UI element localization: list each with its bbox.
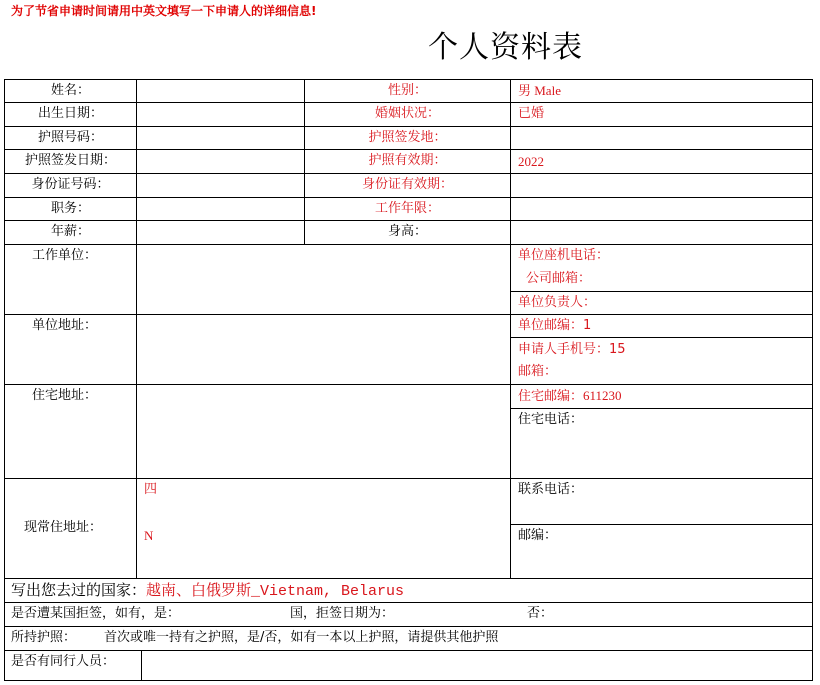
row-divider: [4, 149, 813, 150]
table-border-left: [4, 79, 5, 681]
label-position: 职务：: [50, 201, 90, 216]
label-office-phone: 单位座机电话：: [518, 248, 610, 263]
table-border-top: [4, 79, 813, 80]
label-passport-issue-place: 护照签发地：: [368, 130, 447, 145]
text-passport-held: 首次或唯一持有之护照，是/否，如有一本以上护照，请提供其他护照: [104, 630, 499, 645]
value-gender[interactable]: 男 Male: [518, 83, 561, 98]
col-divider: [510, 79, 511, 579]
label-id-number: 身份证号码：: [31, 177, 110, 192]
input-companions[interactable]: [142, 651, 812, 680]
value-home-postcode: 611230: [583, 388, 622, 403]
value-current-address-line1: 四: [144, 481, 158, 496]
table-border-bottom: [4, 680, 813, 681]
input-home-address[interactable]: [137, 385, 510, 478]
label-passport-issue-date: 护照签发日期：: [24, 153, 116, 168]
page-title: 个人资料表: [428, 30, 583, 65]
label-email: 邮箱：: [518, 364, 558, 379]
input-passport-issue-place[interactable]: [511, 127, 812, 149]
input-name[interactable]: [137, 80, 304, 102]
value-work-postcode: 1: [583, 318, 592, 333]
table-border-right: [812, 79, 813, 681]
label-companions: 是否有同行人员：: [11, 654, 116, 669]
label-work-address: 单位地址：: [32, 318, 98, 333]
label-company-manager: 单位负责人：: [518, 295, 597, 310]
input-current-address[interactable]: [137, 479, 510, 578]
label-marital-status: 婚姻状况：: [374, 106, 440, 121]
subrow-divider: [510, 524, 813, 525]
label-passport-held: 所持护照：: [11, 630, 77, 645]
label-visa-refusal: 是否遭某国拒签，如有，是：: [11, 606, 181, 621]
label-company-email: 公司邮箱：: [526, 271, 592, 286]
input-annual-salary[interactable]: [137, 221, 304, 244]
input-id-expiry[interactable]: [511, 174, 812, 197]
label-refusal-no: 否：: [527, 606, 554, 621]
label-postcode: 邮编：: [518, 528, 558, 543]
input-birth-date[interactable]: [137, 103, 304, 126]
subrow-divider: [510, 291, 813, 292]
label-work-years: 工作年限：: [374, 201, 440, 216]
work-postcode-field[interactable]: [518, 318, 591, 334]
label-birth-date: 出生日期：: [37, 106, 103, 121]
label-home-postcode: 住宅邮编：: [518, 389, 584, 404]
input-position[interactable]: [137, 198, 304, 220]
label-annual-salary: 年薪：: [50, 224, 90, 239]
label-current-address: 现常住地址：: [24, 520, 103, 535]
input-passport-number[interactable]: [137, 127, 304, 149]
countries-field[interactable]: [11, 581, 404, 601]
label-height: 身高：: [387, 224, 427, 239]
label-home-address: 住宅地址：: [32, 388, 98, 403]
value-countries: 越南、白俄罗斯_Vietnam, Belarus: [146, 583, 405, 600]
label-home-phone: 住宅电话：: [518, 412, 584, 427]
label-gender: 性别：: [387, 83, 427, 98]
value-current-address-line2: N: [144, 528, 154, 543]
notice-text: 为了节省申请时间请用中英文填写一下申请人的详细信息!: [11, 4, 317, 18]
label-contact-phone: 联系电话：: [518, 482, 584, 497]
subrow-divider: [510, 408, 813, 409]
input-height[interactable]: [511, 221, 812, 244]
value-passport-expiry[interactable]: 2022: [518, 154, 544, 169]
label-refusal-country-date: 国，拒签日期为：: [290, 606, 395, 621]
input-work-years[interactable]: [511, 198, 812, 220]
input-passport-issue-date[interactable]: [137, 150, 304, 173]
label-employer: 工作单位：: [32, 248, 98, 263]
row-divider: [4, 102, 813, 103]
home-postcode-field[interactable]: [518, 388, 622, 405]
input-work-address[interactable]: [137, 315, 510, 384]
subrow-divider: [510, 337, 813, 338]
row-divider: [4, 626, 813, 627]
input-employer[interactable]: [137, 245, 510, 314]
row-divider: [4, 602, 813, 603]
label-name: 姓名：: [50, 83, 90, 98]
label-id-expiry: 身份证有效期：: [361, 177, 453, 192]
label-work-postcode: 单位邮编：: [518, 318, 584, 333]
label-mobile: 申请人手机号：: [518, 342, 610, 357]
value-marital-status[interactable]: 已婚: [518, 106, 545, 121]
label-passport-number: 护照号码：: [37, 130, 103, 145]
label-passport-expiry: 护照有效期：: [368, 153, 447, 168]
row-divider: [4, 578, 813, 579]
mobile-field[interactable]: [518, 342, 626, 358]
label-countries: 写出您去过的国家：: [11, 581, 147, 599]
input-id-number[interactable]: [137, 174, 304, 197]
value-mobile: 15: [609, 342, 626, 357]
